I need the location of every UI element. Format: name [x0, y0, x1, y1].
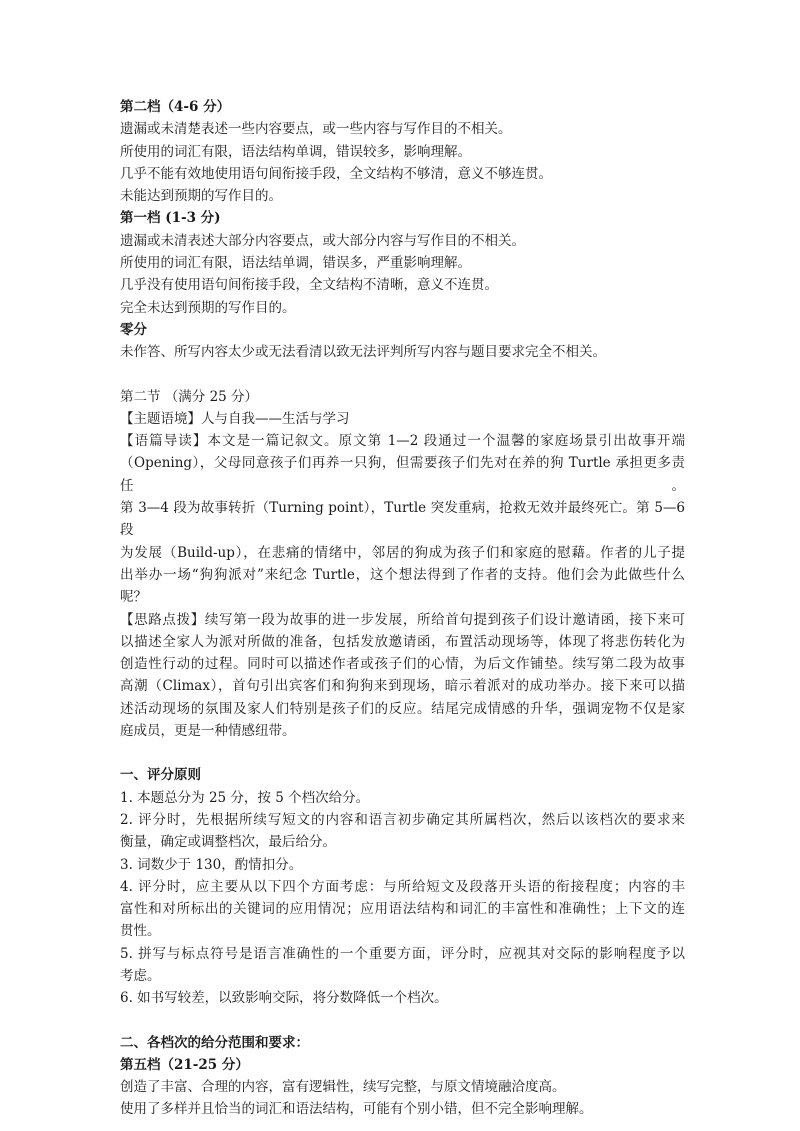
tier5-heading: 第五档（21-25 分） — [120, 1056, 249, 1073]
tier1-line: 遗漏或未清表述大部分内容要点，或大部分内容与写作目的不相关。 — [120, 232, 525, 249]
guide-line: 第 3—4 段为故事转折（Turning point），Turtle 突发重病，抢救无效并最终死亡。第 5—6 段 — [120, 500, 685, 539]
guide-line: 【语篇导读】本文是一篇记叙文。原文第 1—2 段通过一个温馨的家庭场景引出故事开端 — [120, 433, 685, 450]
zero-text: 未作答、所写内容太少或无法看清以致无法评判所写内容与题目要求完全不相关。 — [120, 344, 606, 361]
tips-line: 以描述全家人为派对所做的准备，包括发放邀请函，布置活动现场等，体现了将悲伤转化为 — [120, 633, 685, 650]
levels-heading: 二、各档次的给分范围和要求： — [120, 1034, 309, 1051]
section2-title: 第二节 （满分 25 分） — [120, 388, 259, 405]
tier2-line: 遗漏或未清楚表述一些内容要点，或一些内容与写作目的不相关。 — [120, 121, 512, 138]
principle-line: 衡量，确定或调整档次，最后给分。 — [120, 834, 336, 851]
tier1-line: 所使用的词汇有限，语法结单调，错误多，严重影响理解。 — [120, 255, 471, 272]
spacer — [120, 1010, 685, 1032]
principle-line: 富性和对所标出的关键词的应用情况；应用语法结构和词汇的丰富性和准确性；上下文的连 — [120, 901, 685, 918]
tier1-heading: 第一档 (1-3 分) — [120, 210, 221, 227]
spacer — [120, 742, 685, 764]
tips-line: 述活动现场的氛围及家人们特别是孩子们的反应。结尾完成情感的升华，强调宠物不仅是家 — [120, 700, 685, 717]
tier2-line: 所使用的词汇有限，语法结构单调，错误较多，影响理解。 — [120, 143, 471, 160]
guide-line: 出举办一场“狗狗派对”来纪念 Turtle，这个想法得到了作者的支持。他们会为此做些什么 — [120, 566, 685, 583]
tips-line: 创造性行动的过程。同时可以描述作者或孩子们的心情，为后文作铺垫。续写第二段为故事 — [120, 656, 685, 673]
principle-line: 考虑。 — [120, 967, 161, 984]
tier2-line: 几乎不能有效地使用语句间衔接手段，全文结构不够清，意义不够连贯。 — [120, 165, 552, 182]
principle-line: 6. 如书写较差，以致影响交际，将分数降低一个档次。 — [120, 990, 448, 1007]
tips-line: 庭成员，更是一种情感纽带。 — [120, 723, 296, 740]
section2-theme: 【主题语境】人与自我——生活与学习 — [120, 410, 350, 427]
tier5-line: 创造了丰富、合理的内容，富有逻辑性，续写完整，与原文情境融洽度高。 — [120, 1079, 566, 1096]
principle-line: 5. 拼写与标点符号是语言准确性的一个重要方面，评分时，应视其对交际的影响程度予以 — [120, 945, 685, 962]
tier1-line: 完全未达到预期的写作目的。 — [120, 299, 296, 316]
zero-heading: 零分 — [120, 321, 147, 338]
principles-heading: 一、评分原则 — [120, 767, 201, 784]
guide-line: 为发展（Build-up），在悲痛的情绪中，邻居的狗成为孩子们和家庭的慰藉。作者的儿子提 — [120, 544, 685, 561]
tier1-line: 几乎没有使用语句间衔接手段，全文结构不清晰，意义不连贯。 — [120, 277, 498, 294]
principle-line: 3. 词数少于 130，酌情扣分。 — [120, 856, 303, 873]
tier2-heading: 第二档（4-6 分） — [120, 99, 231, 115]
guide-line: （Opening），父母同意孩子们再养一只狗，但需要孩子们先对在养的狗 Turtle 承担更多责任。 — [120, 455, 685, 494]
principle-line: 4. 评分时，应主要从以下四个方面考虑：与所给短文及段落开头语的衔接程度；内容的丰 — [120, 878, 685, 895]
tier5-line: 使用了多样并且恰当的词汇和语法结构，可能有个别小错，但不完全影响理解。 — [120, 1101, 593, 1118]
principle-line: 2. 评分时，先根据所续写短文的内容和语言初步确定其所属档次，然后以该档次的要求来 — [120, 811, 685, 828]
tips-line: 高潮（Climax），首句引出宾客们和狗狗来到现场，暗示着派对的成功举办。接下来可以描 — [120, 678, 685, 695]
document-page — [120, 96, 685, 1121]
principle-line: 1. 本题总分为 25 分，按 5 个档次给分。 — [120, 789, 370, 806]
principle-line: 贯性。 — [120, 923, 161, 940]
spacer — [120, 364, 685, 386]
tips-line: 【思路点拨】续写第一段为故事的进一步发展，所给首句提到孩子们设计邀请函，接下来可 — [120, 611, 685, 628]
guide-line: 呢？ — [120, 589, 147, 606]
tier2-line: 未能达到预期的写作目的。 — [120, 188, 282, 205]
